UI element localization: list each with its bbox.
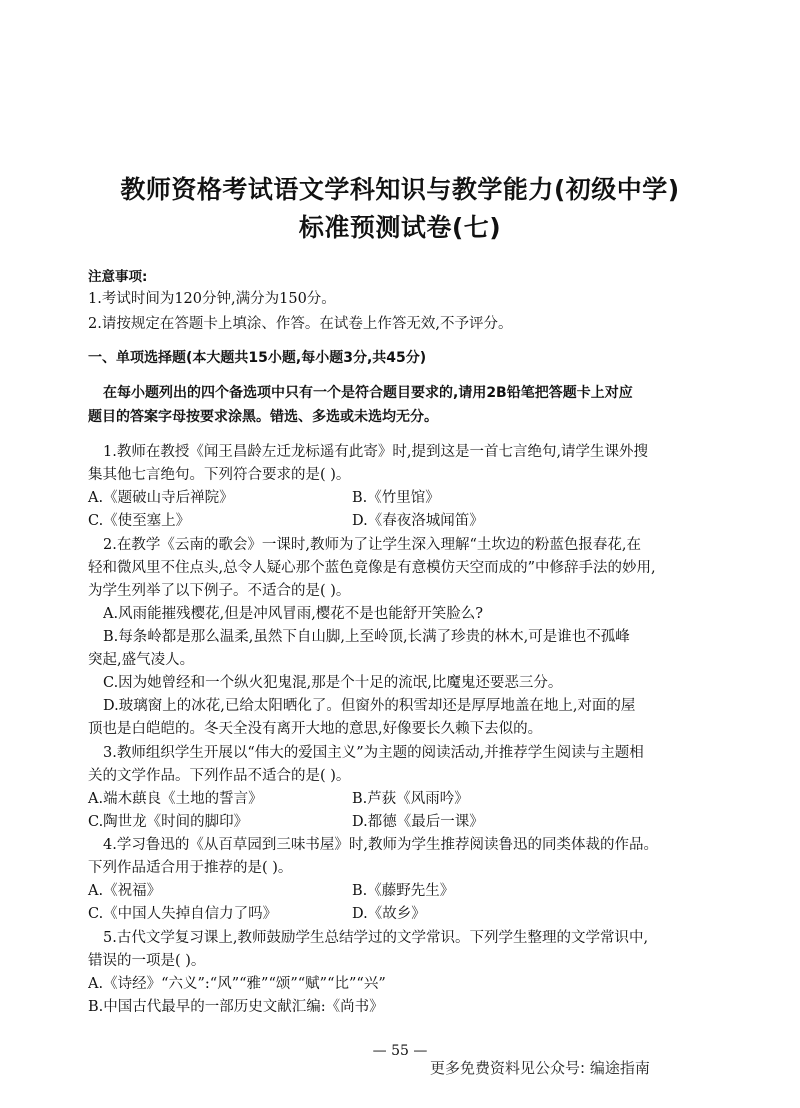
notes-item-1: 1.考试时间为120分钟,满分为150分。	[88, 291, 336, 307]
question-3-option-b: B.芦荻《风雨吟》	[352, 791, 469, 807]
exam-title-line1: 教师资格考试语文学科知识与教学能力(初级中学)	[120, 175, 680, 204]
question-5-stem-2: 错误的一项是( )。	[88, 953, 206, 969]
question-5-stem-1: 5.古代文学复习课上,教师鼓励学生总结学过的文学常识。下列学生整理的文学常识中,	[103, 930, 649, 946]
question-1-option-c: C.《使至塞上》	[88, 513, 191, 529]
page-number: — 55 —	[372, 1043, 428, 1059]
question-4-option-d: D.《故乡》	[352, 906, 426, 922]
question-1-option-a: A.《题破山寺后禅院》	[88, 490, 234, 506]
question-3-option-a: A.端木蕻良《土地的誓言》	[88, 791, 263, 807]
section-instructions-2: 题目的答案字母按要求涂黑。错选、多选或未选均无分。	[88, 409, 438, 425]
question-5-option-b: B.中国古代最早的一部历史文献汇编:《尚书》	[88, 999, 384, 1015]
question-3-option-c: C.陶世龙《时间的脚印》	[88, 814, 249, 830]
question-5-option-a: A.《诗经》“六义”:“风”“雅”“颂”“赋”“比”“兴”	[88, 976, 386, 992]
question-1-stem-1: 1.教师在教授《闻王昌龄左迁龙标遥有此寄》时,提到这是一首七言绝句,请学生课外搜	[103, 444, 649, 460]
question-1-option-d: D.《春夜洛城闻笛》	[352, 513, 484, 529]
question-2-stem-1: 2.在教学《云南的歌会》一课时,教师为了让学生深入理解“土坎边的粉蓝色报春花,在	[103, 537, 641, 553]
question-2-stem-2: 轻和微风里不住点头,总令人疑心那个蓝色竟像是有意模仿天空而成的”中修辞手法的妙用,	[88, 560, 656, 576]
question-4-stem-2: 下列作品适合用于推荐的是( )。	[88, 860, 293, 876]
question-2-option-a: A.风雨能摧残樱花,但是冲风冒雨,樱花不是也能舒开笑脸么?	[103, 606, 484, 622]
question-4-option-c: C.《中国人失掉自信力了吗》	[88, 906, 278, 922]
section-heading: 一、单项选择题(本大题共15小题,每小题3分,共45分)	[88, 350, 427, 366]
question-3-stem-2: 关的文学作品。下列作品不适合的是( )。	[88, 768, 351, 784]
question-3-option-d: D.都德《最后一课》	[352, 814, 484, 830]
section-instructions-1: 在每小题列出的四个备选项中只有一个是符合题目要求的,请用2B铅笔把答题卡上对应	[103, 385, 633, 401]
notes-item-2: 2.请按规定在答题卡上填涂、作答。在试卷上作答无效,不予评分。	[88, 316, 513, 332]
question-2-option-b-2: 突起,盛气凌人。	[88, 652, 195, 668]
promo-text: 更多免费资料见公众号: 编途指南	[430, 1059, 650, 1077]
question-2-option-d-1: D.玻璃窗上的冰花,已给太阳晒化了。但窗外的积雪却还是厚厚地盖在地上,对面的屋	[103, 698, 636, 714]
notes-heading: 注意事项:	[88, 269, 148, 285]
question-1-option-b: B.《竹里馆》	[352, 490, 440, 506]
question-2-option-d-2: 顶也是白皑皑的。冬天全没有离开大地的意思,好像要长久赖下去似的。	[88, 721, 543, 737]
question-1-stem-2: 集其他七言绝句。下列符合要求的是( )。	[88, 467, 351, 483]
exam-title-line2: 标准预测试卷(七)	[298, 213, 502, 242]
question-3-stem-1: 3.教师组织学生开展以“伟大的爱国主义”为主题的阅读活动,并推荐学生阅读与主题相	[103, 745, 644, 761]
question-4-stem-1: 4.学习鲁迅的《从百草园到三味书屋》时,教师为学生推荐阅读鲁迅的同类体裁的作品。	[103, 837, 658, 853]
question-2-option-b-1: B.每条岭都是那么温柔,虽然下自山脚,上至岭顶,长满了珍贵的林木,可是谁也不孤峰	[103, 629, 630, 645]
question-2-option-c: C.因为她曾经和一个纵火犯鬼混,那是个十足的流氓,比魔鬼还要恶三分。	[103, 675, 563, 691]
question-4-option-b: B.《藤野先生》	[352, 883, 455, 899]
question-2-stem-3: 为学生列举了以下例子。不适合的是( )。	[88, 583, 351, 599]
question-4-option-a: A.《祝福》	[88, 883, 162, 899]
